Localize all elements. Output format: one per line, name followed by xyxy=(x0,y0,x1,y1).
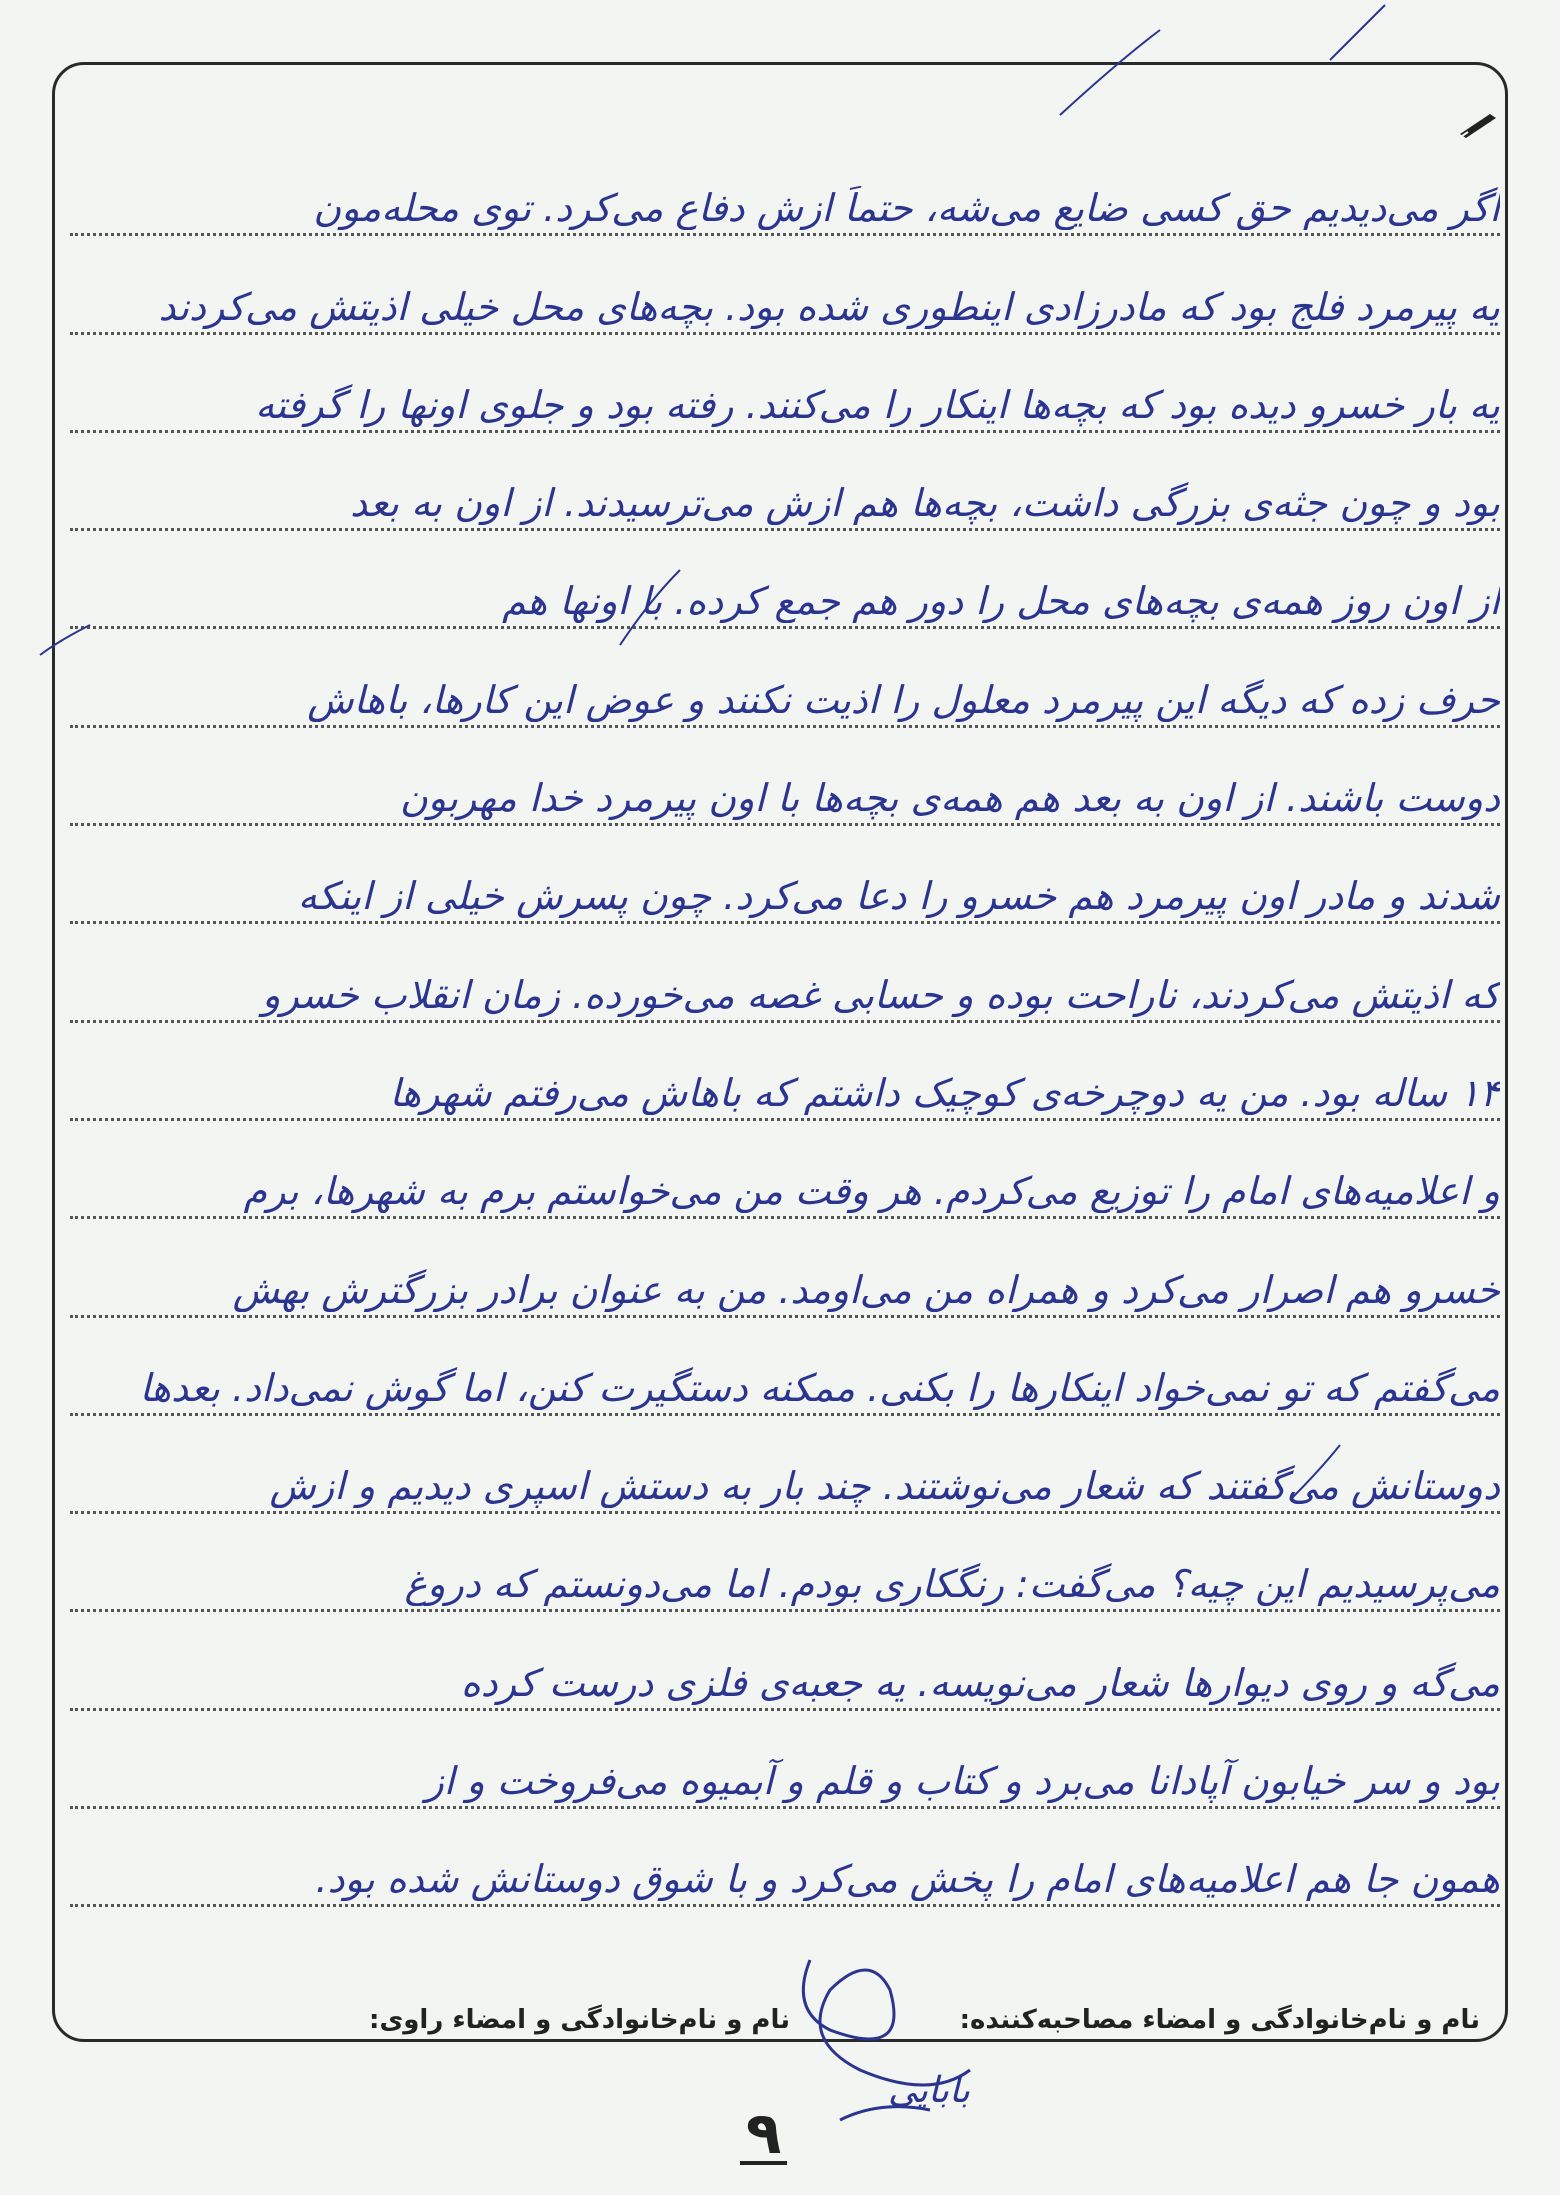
ruled-line xyxy=(70,1612,1500,1710)
handwritten-text: یه بار خسرو دیده بود که بچه‌ها اینکار را می‌کنند. رفته بود و جلوی اونها را گرفته xyxy=(255,382,1500,427)
ruled-line xyxy=(70,1416,1500,1514)
handwritten-text: حرف زده که دیگه این پیرمرد معلول را اذیت نکنند و عوض این کارها، باهاش xyxy=(307,677,1500,722)
pen-icon xyxy=(1458,108,1498,140)
handwritten-text: اگر می‌دیدیم حق کسی ضایع می‌شه، حتماً ازش دفاع می‌کرد. توی محله‌مون xyxy=(313,186,1500,231)
handwritten-text: شدند و مادر اون پیرمرد هم خسرو را دعا می‌کرد. چون پسرش خیلی از اینکه xyxy=(297,874,1500,919)
ruled-line xyxy=(70,1023,1500,1121)
handwritten-text: بود و چون جثه‌ی بزرگی داشت، بچه‌ها هم ازش می‌ترسیدند. از اون به بعد xyxy=(350,481,1500,526)
handwritten-text: و اعلامیه‌های امام را توزیع می‌کردم. هر وقت من می‌خواستم برم به شهرها، برم xyxy=(243,1169,1500,1214)
handwritten-text: می‌گه و روی دیوارها شعار می‌نویسه. یه جعبه‌ی فلزی درست کرده xyxy=(460,1660,1500,1705)
page-number: ٩ xyxy=(740,2105,787,2165)
ruled-line xyxy=(70,1711,1500,1809)
ruled-line xyxy=(70,1318,1500,1416)
ruled-line xyxy=(70,1514,1500,1612)
dotted-rule xyxy=(70,1904,1500,1907)
handwritten-text: دوست باشند. از اون به بعد هم همه‌ی بچه‌ها با اون پیرمرد خدا مهربون xyxy=(399,776,1500,821)
ruled-line xyxy=(70,1809,1500,1907)
handwritten-text: می‌گفتم که تو نمی‌خواد اینکارها را بکنی. ممکنه دستگیرت کنن، اما گوش نمی‌داد. بعدها xyxy=(139,1365,1500,1410)
ruled-line xyxy=(70,1121,1500,1219)
handwritten-text: خسرو هم اصرار می‌کرد و همراه من می‌اومد. من به عنوان برادر بزرگترش بهش xyxy=(232,1267,1500,1312)
handwritten-text: یه پیرمرد فلج بود که مادرزادی اینطوری شده بود. بچه‌های محل خیلی اذیتش می‌کردند xyxy=(158,284,1500,329)
ruled-line xyxy=(70,629,1500,727)
handwritten-text: که اذیتش می‌کردند، ناراحت بوده و حسابی غصه می‌خورده. زمان انقلاب خسرو xyxy=(262,972,1500,1017)
handwritten-lines xyxy=(70,138,1500,1907)
handwritten-text: از اون روز همه‌ی بچه‌های محل را دور هم جمع کرده. با اونها هم xyxy=(501,579,1500,624)
ruled-line xyxy=(70,236,1500,334)
handwritten-text: می‌پرسیدیم این چیه؟ می‌گفت: رنگکاری بودم. اما می‌دونستم که دروغ xyxy=(404,1562,1500,1607)
ruled-line xyxy=(70,335,1500,433)
ruled-line xyxy=(70,1219,1500,1317)
handwritten-text: بود و سر خیابون آپادانا می‌برد و کتاب و قلم و آبمیوه می‌فروخت و از xyxy=(425,1759,1500,1804)
ruled-line xyxy=(70,138,1500,236)
signature-name: بابایی xyxy=(887,2070,970,2111)
handwritten-text: همون جا هم اعلامیه‌های امام را پخش می‌کرد و با شوق دوستانش شده بود. xyxy=(315,1857,1500,1902)
interviewer-signature-label: نام و نام‌خانوادگی و امضاء مصاحبه‌کننده: xyxy=(959,2005,1480,2035)
ruled-line xyxy=(70,924,1500,1022)
ruled-line xyxy=(70,728,1500,826)
ruled-line xyxy=(70,531,1500,629)
ruled-line xyxy=(70,826,1500,924)
ruled-line xyxy=(70,433,1500,531)
handwritten-text: دوستانش می‌گفتند که شعار می‌نوشتند. چند بار به دستش اسپری دیدیم و ازش xyxy=(269,1464,1500,1509)
handwritten-text: ۱۴ ساله بود. من یه دوچرخه‌ی کوچیک داشتم که باهاش می‌رفتم شهرها xyxy=(389,1070,1500,1115)
narrator-signature-label: نام و نام‌خانوادگی و امضاء راوی: xyxy=(369,2005,790,2035)
